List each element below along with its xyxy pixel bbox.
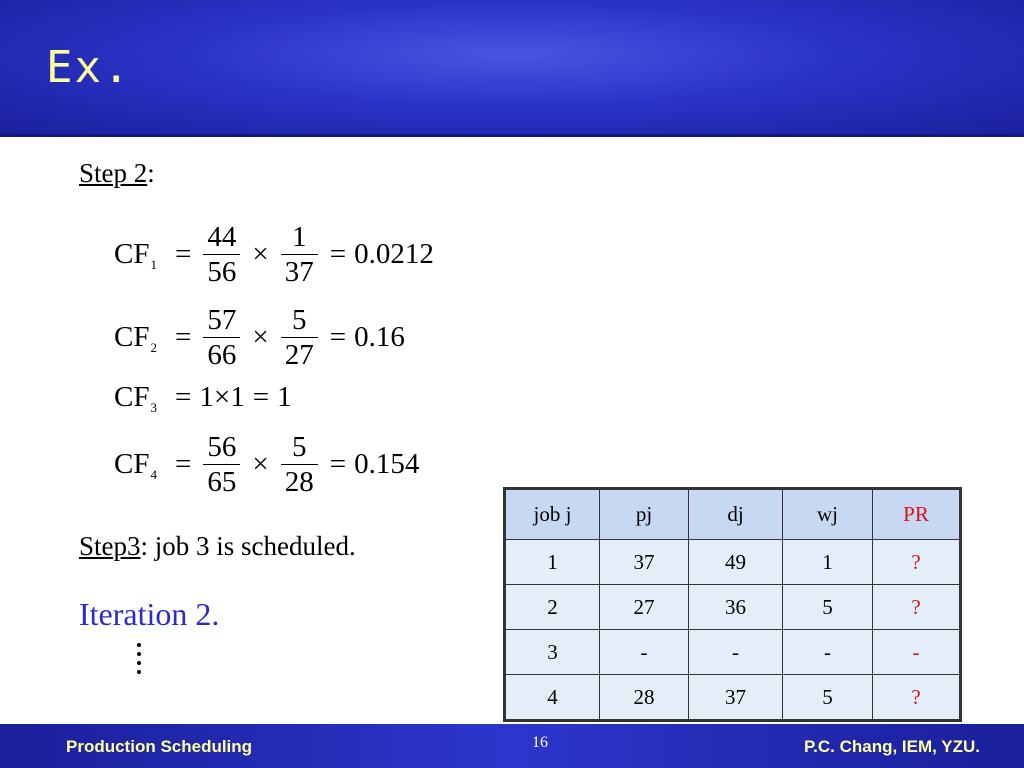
cell: 2: [505, 585, 600, 630]
equals-sign: =: [174, 381, 192, 413]
step3-text: : job 3 is scheduled.: [140, 531, 356, 561]
times-sign: ×: [252, 448, 269, 480]
cell-pr: ?: [873, 540, 961, 585]
numerator: 44: [207, 221, 237, 253]
equation-cf4: [114, 430, 419, 499]
cell-pr: -: [873, 630, 961, 675]
fraction: [281, 430, 318, 499]
times-sign: ×: [252, 238, 269, 270]
cell: 27: [600, 585, 689, 630]
eq-lhs: CF: [114, 448, 150, 480]
numerator: 5: [291, 304, 307, 336]
cell: 5: [783, 585, 873, 630]
denominator: 28: [281, 464, 318, 499]
equals-sign: =: [329, 448, 347, 480]
iteration-heading: Iteration 2.: [79, 596, 220, 632]
numerator: 1: [291, 221, 307, 253]
slide-title: Ex.: [46, 42, 132, 93]
table-header-row: [505, 489, 961, 540]
header-job: job j: [505, 489, 600, 540]
cell: 1: [783, 540, 873, 585]
denominator: 65: [203, 464, 240, 499]
eq-subscript: 2: [150, 339, 157, 355]
denominator: 66: [203, 337, 240, 372]
equation-cf1: [114, 220, 434, 289]
eq-subscript: 1: [150, 256, 157, 272]
jobs-table: [503, 487, 962, 722]
eq-lhs: CF: [114, 381, 150, 413]
equals-sign: =: [329, 238, 347, 270]
footer-author: P.C. Chang, IEM, YZU.: [803, 737, 980, 756]
footer-course-title: Production Scheduling: [66, 737, 253, 756]
fraction: [203, 303, 240, 372]
eq-subscript: 4: [150, 466, 157, 482]
denominator: 27: [281, 337, 318, 372]
equation-cf3: [114, 381, 292, 414]
times-sign: ×: [252, 321, 269, 353]
equals-sign: =: [174, 238, 192, 270]
cell: 5: [783, 675, 873, 721]
step2-heading: [79, 158, 155, 189]
fraction: [281, 220, 318, 289]
step3-line: [79, 531, 356, 562]
header-pj: pj: [600, 489, 689, 540]
header-wj: wj: [783, 489, 873, 540]
denominator: 56: [203, 254, 240, 289]
cell: 49: [689, 540, 783, 585]
step3-label: Step3: [79, 531, 141, 561]
eq-subscript: 3: [150, 399, 157, 415]
eq-lhs: CF: [114, 238, 150, 270]
numerator: 57: [207, 304, 237, 336]
cell: 36: [689, 585, 783, 630]
cell: -: [689, 630, 783, 675]
table-row: [505, 540, 961, 585]
cell: 1: [505, 540, 600, 585]
cell: -: [783, 630, 873, 675]
title-bar: [0, 0, 1024, 137]
vertical-ellipsis-icon: [134, 642, 144, 682]
eq-result: 0.16: [354, 321, 405, 353]
equation-cf2: [114, 303, 405, 372]
numerator: 56: [207, 431, 237, 463]
numerator: 5: [291, 431, 307, 463]
equals-sign: =: [329, 321, 347, 353]
cell: 28: [600, 675, 689, 721]
fraction: [281, 303, 318, 372]
table-row: [505, 630, 961, 675]
denominator: 37: [281, 254, 318, 289]
equals-sign: =: [174, 321, 192, 353]
cell: 37: [689, 675, 783, 721]
fraction: [203, 430, 240, 499]
cell: 4: [505, 675, 600, 721]
eq-expression: 1×1: [199, 381, 245, 413]
header-dj: dj: [689, 489, 783, 540]
equals-sign: =: [252, 381, 270, 413]
eq-result: 1: [277, 381, 292, 413]
eq-lhs: CF: [114, 321, 150, 353]
step2-label: Step 2: [79, 158, 148, 188]
cell: 37: [600, 540, 689, 585]
cell: -: [600, 630, 689, 675]
table-row: [505, 585, 961, 630]
header-pr: PR: [873, 489, 961, 540]
step2-colon: :: [147, 158, 155, 188]
eq-result: 0.154: [354, 448, 420, 480]
cell: 3: [505, 630, 600, 675]
cell-pr: ?: [873, 675, 961, 721]
fraction: [203, 220, 240, 289]
page-number: 16: [532, 734, 548, 751]
equals-sign: =: [174, 448, 192, 480]
eq-result: 0.0212: [354, 238, 434, 270]
cell-pr: ?: [873, 585, 961, 630]
table-row: [505, 675, 961, 721]
